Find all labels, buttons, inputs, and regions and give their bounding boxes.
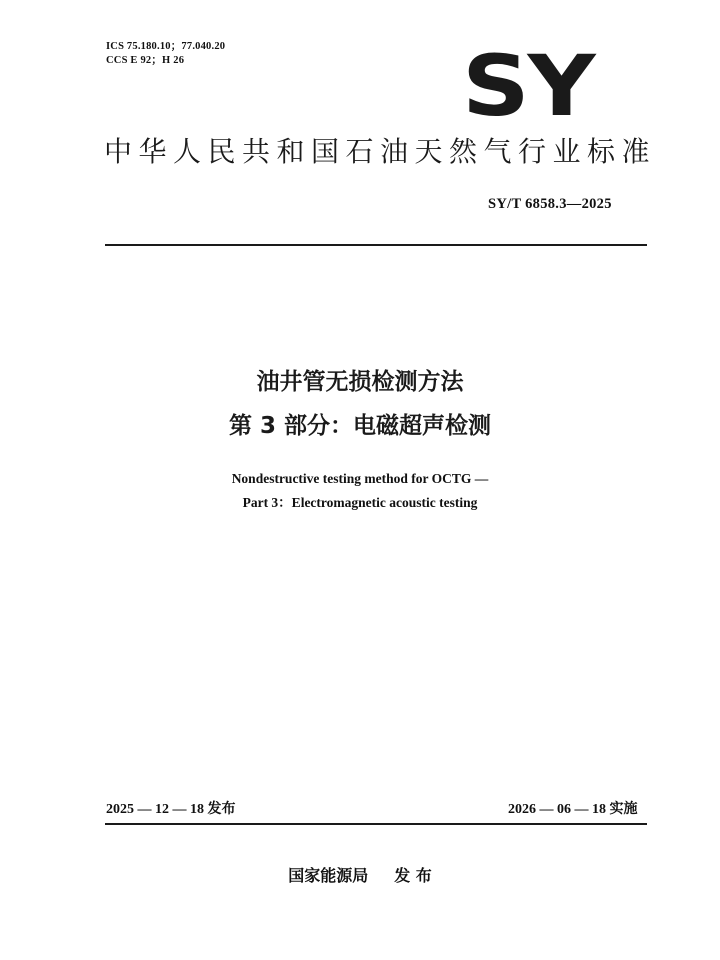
publisher-action: 发 布 <box>394 866 432 885</box>
title-cn-line2: 第 3 部分：电磁超声检测 <box>228 413 492 439</box>
publisher-name: 国家能源局 <box>288 866 369 885</box>
implementation-date: 2026 — 06 — 18 实施 <box>508 802 638 817</box>
title-cn-line1: 油井管无损检测方法 <box>256 369 464 395</box>
ics-code: ICS 75.180.10；77.040.20 <box>106 41 226 52</box>
top-divider <box>105 244 647 246</box>
sy-logo: SY <box>462 37 594 135</box>
bottom-divider <box>105 823 647 825</box>
standard-number: SY/T 6858.3—2025 <box>488 196 612 212</box>
release-date: 2025 — 12 — 18 发布 <box>106 802 236 817</box>
authority-title: 中华人民共和国石油天然气行业标准 <box>104 135 657 168</box>
ccs-code: CCS E 92；H 26 <box>106 55 185 66</box>
publisher-line <box>0 868 720 884</box>
title-en-line1: Nondestructive testing method for OCTG — <box>231 471 489 486</box>
title-en-line2: Part 3：Electromagnetic acoustic testing <box>242 495 478 510</box>
